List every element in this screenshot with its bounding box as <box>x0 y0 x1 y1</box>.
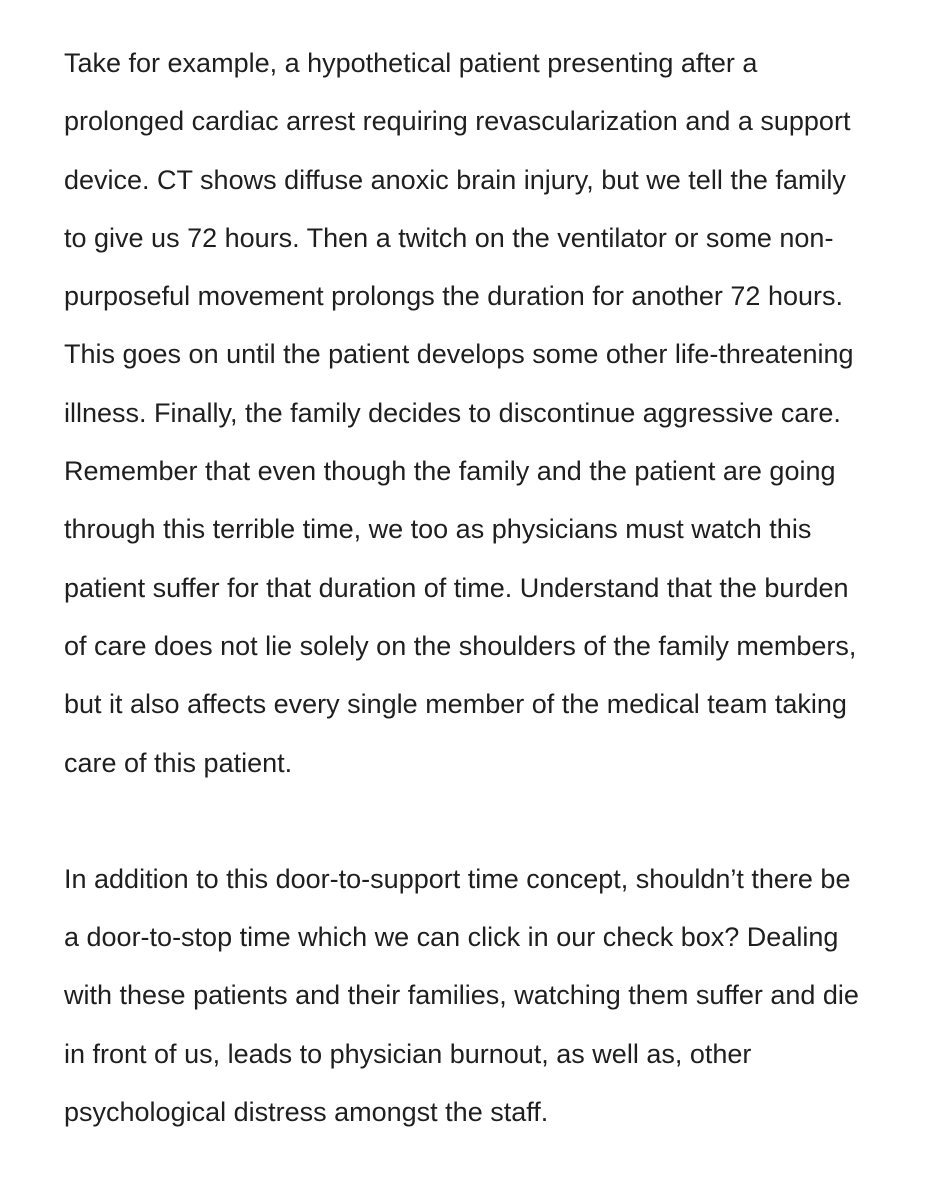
text-line: device. CT shows diffuse anoxic brain injury, but we tell the family <box>64 164 846 195</box>
text-line: a door-to-stop time which we can click in our check box? Dealing <box>64 922 839 953</box>
text-line: but it also affects every single member of the medical team taking <box>64 689 847 720</box>
text-line: Remember that even though the family and the patient are going <box>64 456 836 487</box>
text-line: in front of us, leads to physician burnout, as well as, other <box>64 1038 752 1069</box>
text-line: patient suffer for that duration of time. Understand that the burden <box>64 572 849 603</box>
text-line: prolonged cardiac arrest requiring revascularization and a support <box>64 106 851 137</box>
text-line: In addition to this door-to-support time concept, shouldn’t there be <box>64 863 851 894</box>
paragraph-spacer <box>64 792 924 850</box>
paragraph-1 <box>64 34 924 792</box>
text-line: through this terrible time, we too as physicians must watch this <box>64 514 812 545</box>
text-line: purposeful movement prolongs the duration for another 72 hours. <box>64 281 843 312</box>
article-body <box>64 34 924 1141</box>
text-line: This goes on until the patient develops some other life-threatening <box>64 339 854 370</box>
text-line: psychological distress amongst the staff. <box>64 1097 549 1128</box>
text-line: illness. Finally, the family decides to discontinue aggressive care. <box>64 397 841 428</box>
text-line: care of this patient. <box>64 747 293 778</box>
text-line: Take for example, a hypothetical patient presenting after a <box>64 48 758 78</box>
text-line: to give us 72 hours. Then a twitch on the ventilator or some non- <box>64 222 834 253</box>
text-line: with these patients and their families, watching them suffer and die <box>64 980 859 1011</box>
text-line: of care does not lie solely on the shoulders of the family members, <box>64 630 857 661</box>
paragraph-2 <box>64 850 924 1141</box>
